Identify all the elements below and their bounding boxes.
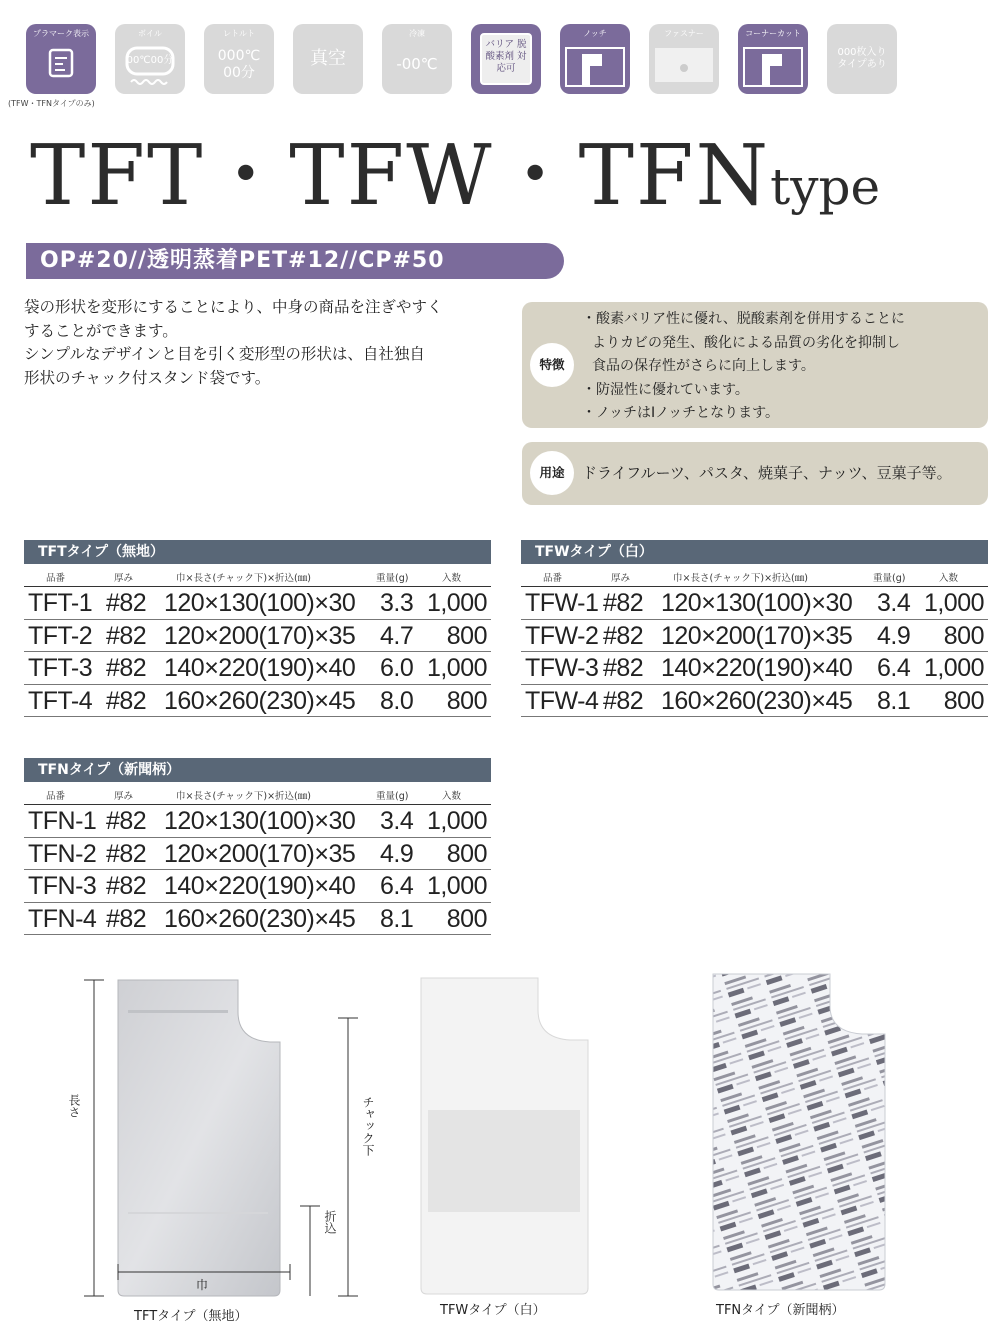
table-row (24, 652, 491, 685)
cell-thickness: #82 (603, 589, 644, 617)
cell-weight: 4.7 (380, 621, 414, 650)
cell-product-code: TFT-2 (28, 621, 93, 650)
cell-thickness: #82 (106, 839, 147, 868)
cell-thickness: #82 (106, 686, 147, 715)
tfn-bag (713, 974, 885, 1290)
tfn-caption: TFNタイプ（新聞柄） (716, 1303, 845, 1318)
cell-size: 140×220(190)×40 (164, 872, 356, 900)
icon-footnote: (TFW・TFNタイプのみ) (8, 99, 95, 108)
column-header: 入数 (442, 573, 462, 584)
cell-size: 160×260(230)×45 (164, 904, 356, 933)
cell-quantity: 1,000 (426, 807, 487, 835)
cell-thickness: #82 (106, 904, 147, 933)
table-row (521, 620, 988, 653)
cell-size: 120×200(170)×35 (661, 621, 853, 650)
width-label: 巾 (196, 1278, 209, 1292)
column-header: 厚み (611, 573, 631, 584)
cell-quantity: 1,000 (426, 872, 487, 900)
tft-caption: TFTタイプ（無地） (134, 1309, 248, 1324)
cell-size: 120×130(100)×30 (164, 589, 356, 617)
title-suffix: type (770, 158, 881, 216)
freezer-icon: 冷凍 -00℃ (382, 24, 452, 94)
cell-quantity: 800 (446, 621, 487, 650)
cell-weight: 6.4 (380, 872, 414, 900)
cell-weight: 8.0 (380, 686, 414, 715)
table-row (521, 685, 988, 718)
boil-pot-icon: ボイル 00℃00分 (115, 24, 185, 94)
cell-weight: 3.4 (380, 807, 414, 835)
cell-quantity: 1,000 (426, 654, 487, 682)
cell-size: 120×130(100)×30 (661, 589, 853, 617)
cell-size: 120×200(170)×35 (164, 839, 356, 868)
cell-thickness: #82 (106, 654, 147, 682)
table-column-headers (24, 782, 491, 805)
usage-box (522, 442, 988, 505)
cell-weight: 4.9 (380, 839, 414, 868)
cell-thickness: #82 (603, 654, 644, 682)
table-column-headers (521, 564, 988, 587)
cell-quantity: 1,000 (426, 589, 487, 617)
table-row (24, 870, 491, 903)
column-header: 重量(g) (376, 573, 409, 584)
zipper-icon: ファスナー (649, 24, 719, 94)
length-label: 長さ (67, 1094, 81, 1118)
material-spec-banner: OP#20//透明蒸着PET#12//CP#50 (26, 243, 564, 279)
table-row (521, 587, 988, 620)
cell-product-code: TFN-4 (28, 904, 97, 933)
cell-quantity: 800 (943, 621, 984, 650)
cell-thickness: #82 (106, 807, 147, 835)
usage-label: 用途 (530, 451, 574, 495)
cell-thickness: #82 (603, 621, 644, 650)
table-row (24, 587, 491, 620)
cell-product-code: TFT-4 (28, 686, 93, 715)
barrier-icon: バリア 脱酸素剤 対応可 (471, 24, 541, 94)
cell-product-code: TFW-2 (525, 621, 599, 650)
column-header: 巾×長さ(チャック下)×折込(㎜) (176, 573, 311, 584)
cell-quantity: 800 (446, 839, 487, 868)
cell-weight: 4.9 (877, 621, 911, 650)
table-row (521, 652, 988, 685)
cell-size: 140×220(190)×40 (164, 654, 356, 682)
column-header: 品番 (543, 573, 563, 584)
gusset-label: 折込 (323, 1210, 337, 1234)
cell-product-code: TFT-3 (28, 654, 93, 682)
features-list: ・酸素バリア性に優れ、脱酸素剤を併用することに よりカビの発生、酸化による品質の劣化を抑制し 食品の保存性がさらに向上します。 ・防湿性に優れています。 ・ノッチはIノッチとなります。 (582, 311, 905, 422)
cell-quantity: 1,000 (923, 589, 984, 617)
column-header: 厚み (114, 791, 134, 802)
cell-thickness: #82 (106, 872, 147, 900)
table-column-headers (24, 564, 491, 587)
column-header: 品番 (46, 573, 66, 584)
pack-count-icon: 000枚入り タイプあり (827, 24, 897, 94)
corner-cut-icon: コーナーカット (738, 24, 808, 94)
attribute-icon-row (26, 24, 906, 96)
table-row (24, 805, 491, 838)
table-title: TFNタイプ（新聞柄） (24, 758, 491, 782)
table-row (24, 685, 491, 718)
tft-bag (118, 980, 280, 1296)
zipper-below-label: チャック下 (361, 1096, 375, 1156)
page-title (30, 128, 880, 235)
table-row (24, 903, 491, 936)
cell-size: 140×220(190)×40 (661, 654, 853, 682)
retort-icon: レトルト 000℃ 00分 (204, 24, 274, 94)
cell-product-code: TFN-1 (28, 807, 97, 835)
features-box (522, 302, 988, 428)
cell-size: 160×260(230)×45 (661, 686, 853, 715)
cell-weight: 3.3 (380, 589, 414, 617)
cell-product-code: TFW-1 (525, 589, 599, 617)
column-header: 巾×長さ(チャック下)×折込(㎜) (176, 791, 311, 802)
vacuum-icon: 真空 (293, 24, 363, 94)
usage-text: ドライフルーツ、パスタ、焼菓子、ナッツ、豆菓子等。 (582, 464, 952, 482)
spec-table-tft (24, 540, 491, 717)
cell-product-code: TFN-3 (28, 872, 97, 900)
title-main: TFT・TFW・TFN (30, 127, 771, 224)
column-header: 重量(g) (376, 791, 409, 802)
cell-thickness: #82 (603, 686, 644, 715)
cell-weight: 8.1 (877, 686, 911, 715)
column-header: 入数 (939, 573, 959, 584)
intro-text: 袋の形状を変形にすることにより、中身の商品を注ぎやすく することができます。 シンプルなデザインと目を引く変形型の形状は、自社独自 形状のチャック付スタンド袋です。 (24, 298, 443, 387)
bag-illustrations (0, 960, 1000, 1337)
cell-product-code: TFW-4 (525, 686, 599, 715)
table-title: TFWタイプ（白） (521, 540, 988, 564)
cell-size: 120×200(170)×35 (164, 621, 356, 650)
cell-weight: 6.0 (380, 654, 414, 682)
column-header: 品番 (46, 791, 66, 802)
cell-thickness: #82 (106, 621, 147, 650)
cell-product-code: TFN-2 (28, 839, 97, 868)
cell-size: 120×130(100)×30 (164, 807, 356, 835)
cell-thickness: #82 (106, 589, 147, 617)
spec-table-tfw (521, 540, 988, 717)
cell-quantity: 800 (943, 686, 984, 715)
recycle-mark-icon: プラマーク表示 (26, 24, 96, 94)
features-label: 特徴 (530, 343, 574, 387)
notch-icon: ノッチ (560, 24, 630, 94)
cell-weight: 8.1 (380, 904, 414, 933)
cell-weight: 6.4 (877, 654, 911, 682)
cell-quantity: 800 (446, 686, 487, 715)
column-header: 巾×長さ(チャック下)×折込(㎜) (673, 573, 808, 584)
table-row (24, 838, 491, 871)
cell-quantity: 1,000 (923, 654, 984, 682)
spec-table-tfn (24, 758, 491, 935)
cell-quantity: 800 (446, 904, 487, 933)
cell-product-code: TFT-1 (28, 589, 93, 617)
cell-product-code: TFW-3 (525, 654, 599, 682)
cell-size: 160×260(230)×45 (164, 686, 356, 715)
table-row (24, 620, 491, 653)
column-header: 厚み (114, 573, 134, 584)
column-header: 入数 (442, 791, 462, 802)
column-header: 重量(g) (873, 573, 906, 584)
table-title: TFTタイプ（無地） (24, 540, 491, 564)
cell-weight: 3.4 (877, 589, 911, 617)
tfw-caption: TFWタイプ（白） (440, 1303, 546, 1318)
